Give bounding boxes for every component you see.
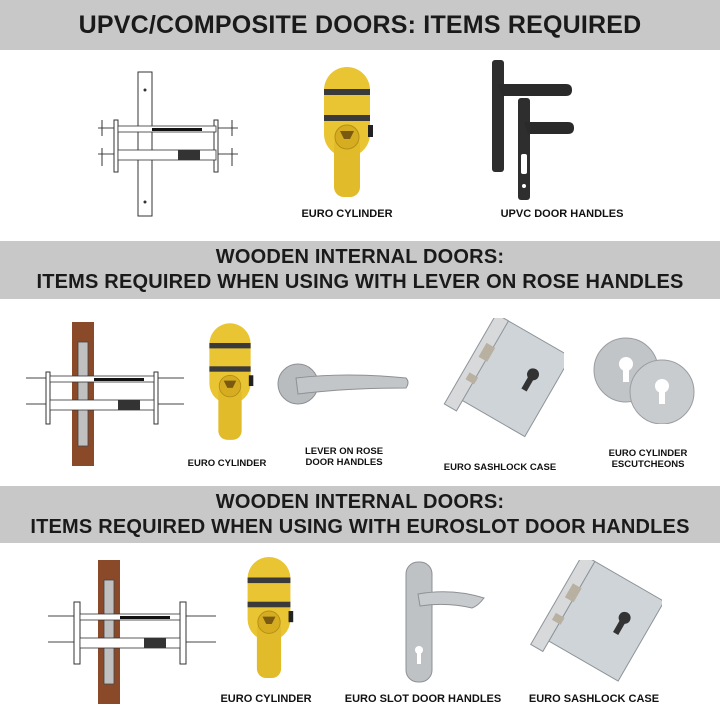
door-diagram-icon [22,322,188,468]
euro-cylinder-icon [242,552,296,684]
sashlock-case-icon [512,560,662,690]
section-2-item-4-caption: EURO CYLINDER ESCUTCHEONS [608,448,688,470]
euro-sashlock-case-image [432,318,564,448]
wooden-door-diagram-2 [44,560,220,706]
section-3-header [0,486,720,543]
euro-cylinder-icon [204,318,256,446]
section-3-title-line1: WOODEN INTERNAL DOORS: [215,490,505,513]
euro-cylinder-image-2 [204,318,256,446]
section-3-title-line2: ITEMS REQUIRED WHEN USING WITH EUROSLOT DOOR HANDLES [30,515,690,538]
section-1-item-2-caption: UPVC DOOR HANDLES [500,208,624,220]
section-2-title-line1: WOODEN INTERNAL DOORS: [215,246,505,268]
escutcheon-icon [592,336,704,424]
section-2-item-1-caption: EURO CYLINDER [187,458,267,469]
section-3-item-2-caption: EURO SLOT DOOR HANDLES [344,693,502,705]
lever-on-rose-image [276,358,412,410]
euro-cylinder-image-3 [242,552,296,684]
section-3-item-3-caption: EURO SASHLOCK CASE [528,693,660,705]
section-2-item-2-caption: LEVER ON ROSE DOOR HANDLES [304,446,384,468]
euro-sashlock-case-image-2 [512,560,662,690]
upvc-handle-icon [488,58,576,203]
section-2-title-line2: ITEMS REQUIRED WHEN USING WITH LEVER ON ROSE HANDLES [36,271,684,293]
euro-cylinder-icon [318,65,376,200]
section-2-header [0,241,720,299]
upvc-handles-image [488,58,576,203]
sashlock-case-icon [432,318,564,448]
lever-rose-handle-icon [276,358,412,410]
section-2-item-3-caption: EURO SASHLOCK CASE [443,462,557,473]
section-1-title: UPVC/COMPOSITE DOORS: ITEMS REQUIRED [78,10,642,39]
section-1-header [0,0,720,50]
section-3-item-1-caption: EURO CYLINDER [220,693,312,705]
wooden-door-diagram-1 [22,322,188,468]
euro-slot-handles-image [402,560,488,686]
euroslot-handle-icon [402,560,488,686]
euro-cylinder-image [318,65,376,200]
door-diagram-icon [88,70,248,220]
section-1-item-1-caption: EURO CYLINDER [301,208,393,220]
upvc-door-diagram [88,70,248,220]
euro-escutcheons-image [592,336,704,424]
door-diagram-icon [44,560,220,706]
